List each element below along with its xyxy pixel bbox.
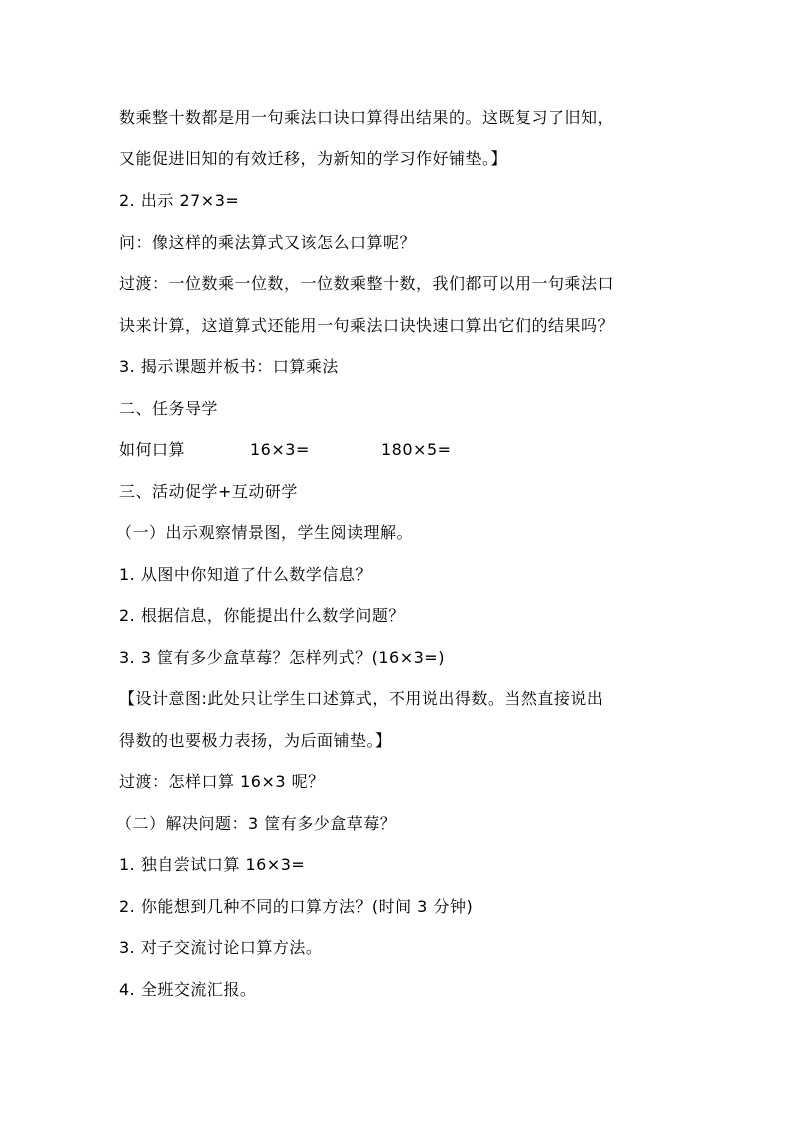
list-item-2a: 2. 根据信息，你能提出什么数学问题？ [119, 606, 405, 625]
section-heading-2: 二、任务导学 [119, 399, 219, 418]
transition-line-1: 过渡：一位数乘一位数，一位数乘整十数，我们都可以用一句乘法口 [119, 274, 615, 293]
transition-line-3: 过渡：怎样口算 16×3 呢？ [119, 772, 325, 791]
list-item-3b: 3. 对子交流讨论口算方法。 [119, 938, 323, 957]
list-item-3a: 3. 3 筐有多少盒草莓？怎样列式？(16×3=) [119, 648, 445, 667]
list-item-1a: 1. 从图中你知道了什么数学信息？ [119, 565, 372, 584]
transition-line-2: 诀来计算，这道算式还能用一句乘法口诀快速口算出它们的结果吗？ [119, 316, 615, 335]
paragraph-line-1: 数乘整十数都是用一句乘法口诀口算得出结果的。这既复习了旧知， [119, 108, 615, 127]
subsection-heading-2: （二）解决问题：3 筐有多少盒草莓？ [116, 814, 397, 833]
list-item-1b: 1. 独自尝试口算 16×3= [119, 855, 306, 874]
question-line: 问：像这样的乘法算式又该怎么口算呢？ [119, 233, 417, 252]
list-item-3: 3. 揭示课题并板书：口算乘法 [119, 357, 339, 376]
task-label: 如何口算 [119, 440, 186, 459]
design-intent-line-2: 得数的也要极力表扬，为后面铺垫。】 [119, 731, 392, 750]
subsection-heading-1: （一）出示观察情景图，学生阅读理解。 [116, 523, 414, 542]
design-intent-line-1: 【设计意图:此处只让学生口述算式，不用说出得数。当然直接说出 [119, 689, 604, 708]
paragraph-line-2: 又能促进旧知的有效迁移，为新知的学习作好铺垫。】 [119, 149, 508, 168]
task-expression-2: 180×5= [381, 440, 452, 459]
list-item-2b: 2. 你能想到几种不同的口算方法？(时间 3 分钟) [119, 897, 474, 916]
list-item-2: 2. 出示 27×3= [119, 191, 240, 210]
section-heading-3: 三、活动促学+互动研学 [119, 482, 298, 501]
task-expression-1: 16×3= [250, 440, 310, 459]
list-item-4b: 4. 全班交流汇报。 [119, 980, 257, 999]
